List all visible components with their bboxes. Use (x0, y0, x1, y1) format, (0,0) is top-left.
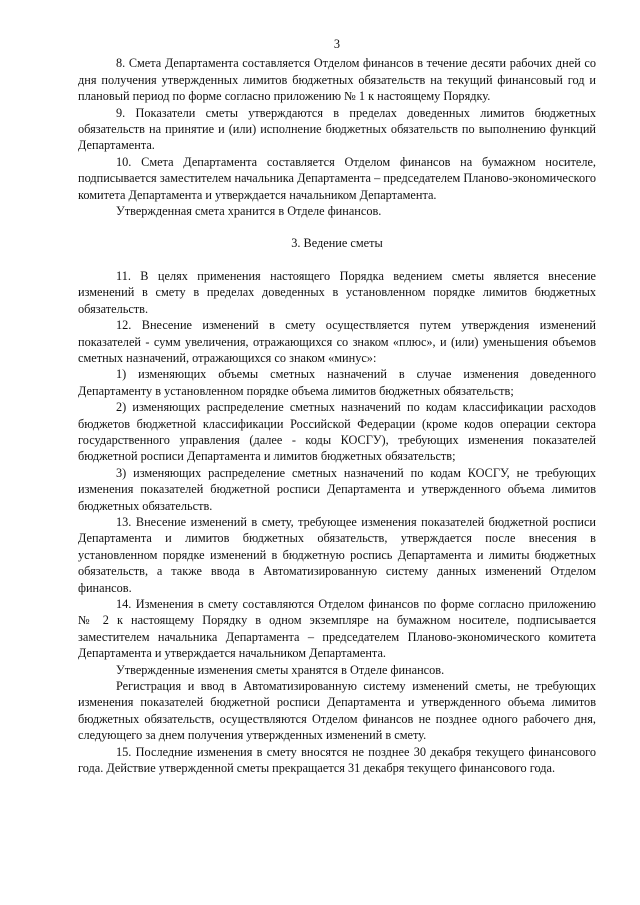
page-number: 3 (333, 37, 341, 51)
paragraph-12-item-1: 1) изменяющих объемы сметных назначений в случае изменения доведенного Департаменту в установленном порядке объема лимитов бюджетных обязательств; (78, 367, 596, 398)
paragraph-14: 14. Изменения в смету составляются Отделом финансов по форме согласно приложению № 2 к настоящему Порядку в одном экземпляре на бумажном носителе, подписывается заместителем начальника Департамента – председателем Планово-экономического комитета Департамента и утверждается начальником Департамента. (78, 597, 596, 661)
paragraph-registration: Регистрация и ввод в Автоматизированную систему изменений сметы, не требующих изменения показателей бюджетной росписи Департамента и утвержденного объема лимитов бюджетных обязательств, осуществляются Отделом финансов не позднее одного рабочего дня, следующего за днем получения утвержденных изменений в смету. (78, 679, 596, 743)
paragraph-approved-estimate-storage: Утвержденная смета хранится в Отделе финансов. (116, 204, 382, 219)
paragraph-15: 15. Последние изменения в смету вносятся не позднее 30 декабря текущего финансового года. Действие утвержденной сметы прекращается 31 декабря текущего финансового года. (78, 744, 596, 776)
paragraph-9: 9. Показатели сметы утверждаются в пределах доведенных лимитов бюджетных обязательств на принятие и (или) исполнение бюджетных обязательств по выполнению функций Департамента. (78, 105, 596, 153)
paragraph-changes-storage: Утвержденные изменения сметы хранятся в Отделе финансов. (116, 662, 445, 677)
paragraph-12-item-2: 2) изменяющих распределение сметных назначений по кодам классификации расходов бюджетов бюджетной классификации Российской Федерации (кроме кодов операции сектора государственного управления (далее - коды КОСГУ), требующих изменения показателей бюджетной росписи Департамента и лимитов бюджетных обязательств; (78, 400, 596, 464)
paragraph-10: 10. Смета Департамента составляется Отделом финансов на бумажном носителе, подписывается заместителем начальника Департамента – председателем Планово-экономического комитета Департамента и утверждается начальником Департамента. (78, 154, 596, 202)
paragraph-13: 13. Внесение изменений в смету, требующее изменения показателей бюджетной росписи Департамента и лимитов бюджетных обязательств, утверждается после внесения в установленном порядке изменений в бюджетную роспись Департамента и лимиты бюджетных обязательств, а также ввода в Автоматизированную систему данных изменений Отделом финансов. (78, 514, 596, 595)
document-page (78, 36, 596, 776)
section-heading: 3. Ведение сметы (291, 236, 383, 251)
paragraph-12-item-3: 3) изменяющих распределение сметных назначений по кодам КОСГУ, не требующих изменения показателей бюджетной росписи Департамента и утвержденного объема лимитов бюджетных обязательств. (78, 465, 596, 513)
paragraph-11: 11. В целях применения настоящего Порядка ведением сметы является внесение изменений в смету в пределах доведенных в установленном порядке лимитов бюджетных обязательств. (78, 268, 596, 316)
paragraph-8: 8. Смета Департамента составляется Отделом финансов в течение десяти рабочих дней со дня получения утвержденных лимитов бюджетных обязательств на текущий финансовый год и плановый период по форме согласно приложению № 1 к настоящему Порядку. (78, 56, 596, 104)
paragraph-12: 12. Внесение изменений в смету осуществляется путем утверждения изменений показателей - сумм увеличения, отражающихся со знаком «плюс», и (или) уменьшения объемов сметных назначений, отражающихся со знаком «минус»: (78, 318, 596, 365)
